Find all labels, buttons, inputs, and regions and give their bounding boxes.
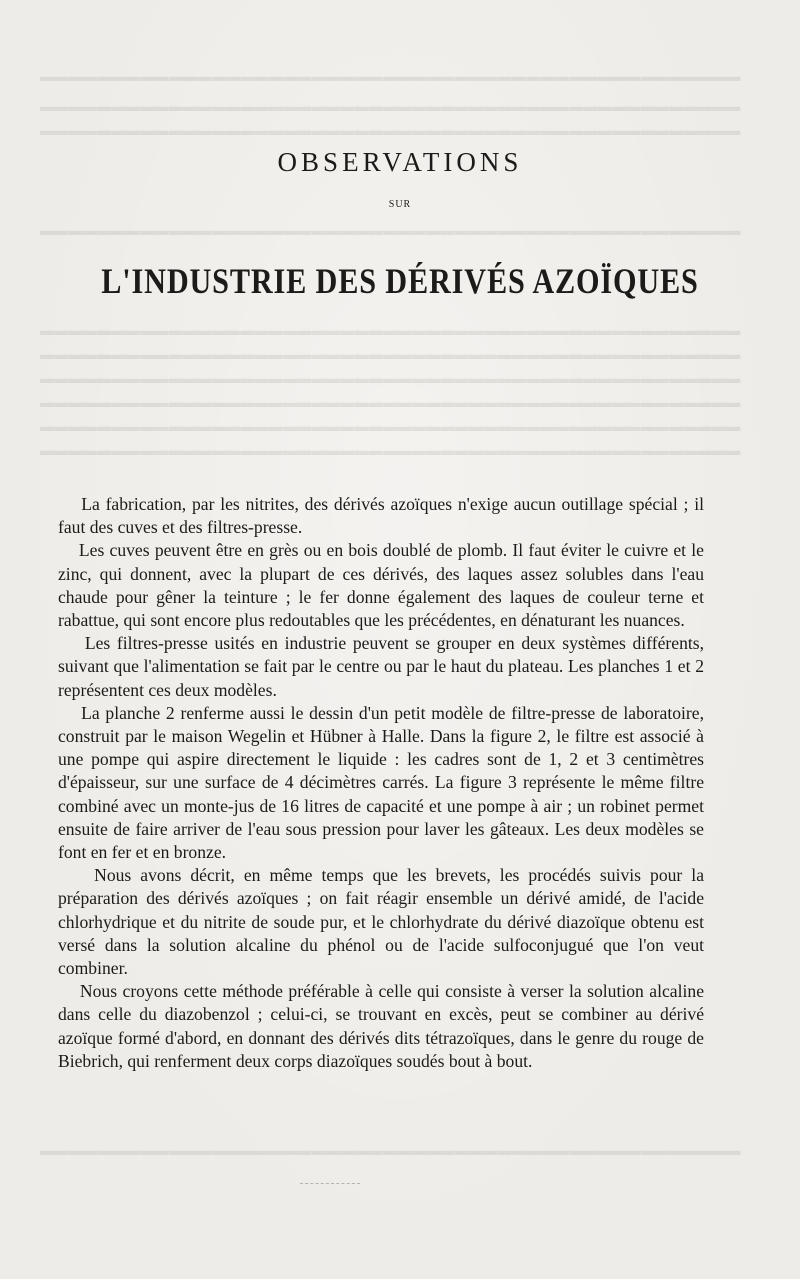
paragraph [58,632,704,702]
bleed-through-line: ▬▬▬▬▬▬▬▬▬▬▬▬▬▬▬▬▬▬▬▬▬▬▬▬▬▬▬▬▬▬▬▬▬▬▬▬▬▬▬▬▬▬▬▬▬▬▬▬▬ [40,372,741,387]
paragraph [58,980,704,1073]
bleed-through-line: ▬▬▬▬▬▬▬▬▬▬▬▬▬▬▬▬▬▬▬▬▬▬▬▬▬▬▬▬▬▬▬▬▬▬▬▬▬▬▬▬▬▬▬▬▬▬▬▬▬ [40,396,741,411]
paragraph-text: Les filtres-presse usités en industrie peuvent se grouper en deux systèmes différents, suivant que l'alimentation se fait par le centre ou par le haut du plateau. Les planches 1 et 2 représentent ces deux modèles. [58,633,704,700]
bleed-through-line: ▬▬▬▬▬▬▬▬▬▬▬▬▬▬▬▬▬▬▬▬▬▬▬▬▬▬▬▬▬▬▬▬▬▬▬▬▬▬▬▬▬▬▬▬▬▬▬▬▬ [40,124,741,139]
bleed-through-line: ▬▬▬▬▬▬▬▬▬▬▬▬▬▬▬▬▬▬▬▬▬▬▬▬▬▬▬▬▬▬▬▬▬▬▬▬▬▬▬▬▬▬▬▬▬▬▬▬▬ [40,324,741,339]
paragraph-text: La planche 2 renferme aussi le dessin d'un petit modèle de filtre-presse de laboratoire, construit par le maison Wegelin et Hübner à Halle. Dans la figure 2, le filtre est associé à une pompe qui aspire directement le liquide : les cadres sont de 1, 2 et 3 centimètres d'épaisseur, sur une surface de 4 décimètres carrés. La figure 3 représente le même filtre combiné avec un monte-jus de 16 litres de capacité et une pompe à air ; un robinet permet ensuite de faire arriver de l'eau sous pression pour laver les gâteaux. Les deux modèles se font en fer et en bronze. [58,702,704,863]
paragraph [58,493,704,539]
bleed-through-line: ▬▬▬▬▬▬▬▬▬▬▬▬▬▬▬▬▬▬▬▬▬▬▬▬▬▬▬▬▬▬▬▬▬▬▬▬▬▬▬▬▬▬▬▬▬▬▬▬▬ [40,444,741,459]
paragraph-text: La fabrication, par les nitrites, des dérivés azoïques n'exige aucun outillage spécial ; il faut des cuves et des filtres-presse. [58,494,705,538]
bleed-through-line: ▬▬▬▬▬▬▬▬▬▬▬▬▬▬▬▬▬▬▬▬▬▬▬▬▬▬▬▬▬▬▬▬▬▬▬▬▬▬▬▬▬▬▬▬▬▬▬▬▬ [40,420,741,435]
bleed-through-line: ▬▬▬▬▬▬▬▬▬▬▬▬▬▬▬▬▬▬▬▬▬▬▬▬▬▬▬▬▬▬▬▬▬▬▬▬▬▬▬▬▬▬▬▬▬▬▬▬▬ [40,70,741,85]
bleed-through-line: ▬▬▬▬▬▬▬▬▬▬▬▬▬▬▬▬▬▬▬▬▬▬▬▬▬▬▬▬▬▬▬▬▬▬▬▬▬▬▬▬▬▬▬▬▬▬▬▬▬ [40,1144,741,1159]
title-connector: SUR [388,199,412,210]
body-text [58,493,704,1073]
paragraph-text: Les cuves peuvent être en grès ou en bois doublé de plomb. Il faut éviter le cuivre et le zinc, qui donnent, avec la plupart de ces dérivés, des laques assez solubles dans l'eau chaude pour gêner la teinture ; le fer donne également des laques de couleur terne et rabattue, qui sont encore plus redoutables que les précédentes, en dénaturant les nuances. [58,540,704,631]
paragraph [58,539,704,632]
page-heading: L'INDUSTRIE DES DÉRIVÉS AZOÏQUES [101,261,699,301]
bleed-through-line: ▬▬▬▬▬▬▬▬▬▬▬▬▬▬▬▬▬▬▬▬▬▬▬▬▬▬▬▬▬▬▬▬▬▬▬▬▬▬▬▬▬▬▬▬▬▬▬▬▬ [40,224,741,239]
paragraph [58,864,704,980]
bleed-through-line: ▬▬▬▬▬▬▬▬▬▬▬▬▬▬▬▬▬▬▬▬▬▬▬▬▬▬▬▬▬▬▬▬▬▬▬▬▬▬▬▬▬▬▬▬▬▬▬▬▬ [40,348,741,363]
page-title: OBSERVATIONS [277,147,523,177]
page-divider [300,1183,360,1184]
paragraph-text: Nous avons décrit, en même temps que les brevets, les procédés suivis pour la préparation des dérivés azoïques ; on fait réagir ensemble un dérivé amidé, de l'acide chlorhydrique et du nitrite de soude pur, et le chlorhydrate du dérivé diazoïque obtenu est versé dans la solution alcaline du phénol ou de l'acide sulfoconjugué que l'on veut combiner. [58,865,705,979]
bleed-through-line: ▬▬▬▬▬▬▬▬▬▬▬▬▬▬▬▬▬▬▬▬▬▬▬▬▬▬▬▬▬▬▬▬▬▬▬▬▬▬▬▬▬▬▬▬▬▬▬▬▬ [40,100,741,115]
paragraph-text: Nous croyons cette méthode préférable à celle qui consiste à verser la solution alcaline dans celle du diazobenzol ; celui-ci, se trouvant en excès, peut se combiner au dérivé azoïque formé d'abord, en donnant des dérivés dits tétrazoïques, dans le genre du rouge de Biebrich, qui renferment deux corps diazoïques soudés bout à bout. [58,981,704,1071]
paragraph [58,702,704,864]
